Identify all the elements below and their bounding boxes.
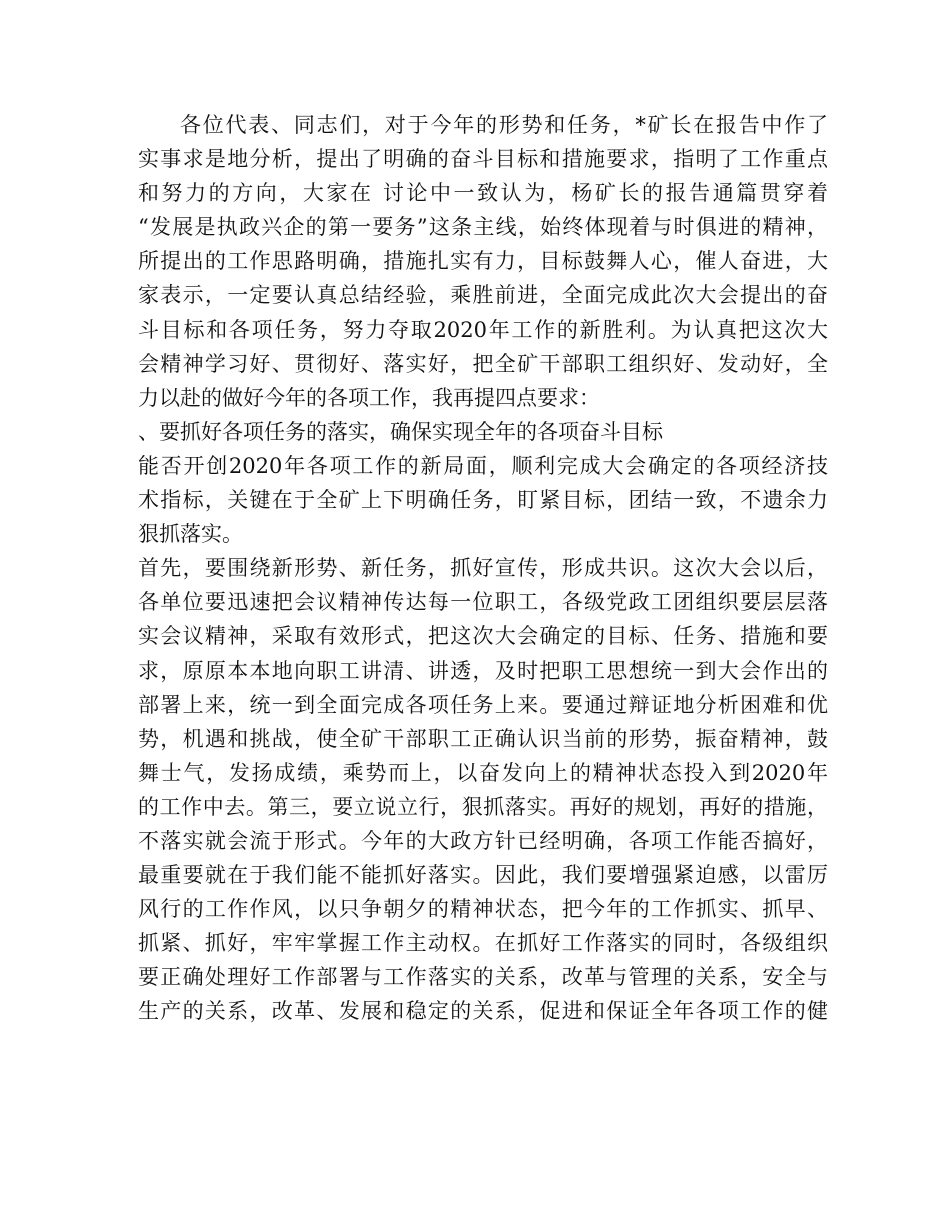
- text-line-2: 实事求是地分析，提出了明确的奋斗目标和措施要求，指明了工作重点: [138, 147, 828, 172]
- text-line-7: 斗目标和各项任务，努力夺取2020年工作的新胜利。为认真把这次大: [138, 317, 828, 342]
- text-line-5: 所提出的工作思路明确，措施扎实有力，目标鼓舞人心，催人奋进，大: [138, 249, 828, 274]
- text-line-25: 抓紧、抓好，牢牢掌握工作主动权。在抓好工作落实的同时，各级组织: [138, 931, 828, 956]
- text-line-17: 求，原原本本地向职工讲清、讲透，及时把职工思想统一到大会作出的: [138, 658, 828, 683]
- body-text: [138, 108, 828, 1029]
- text-line-1: 各位代表、同志们，对于今年的形势和任务，*矿长在报告中作了: [180, 113, 828, 137]
- text-line-15: 各单位要迅速把会议精神传达每一位职工，各级党政工团组织要层层落: [138, 590, 828, 615]
- text-line-16: 实会议精神，采取有效形式，把这次大会确定的目标、任务、措施和要: [138, 624, 828, 649]
- text-line-4: “发展是执政兴企的第一要务”这条主线，始终体现着与时俱进的精神，: [138, 215, 828, 240]
- text-line-12: 术指标，关键在于全矿上下明确任务，盯紧目标，团结一致，不遗余力: [138, 488, 828, 513]
- text-line-18: 部署上来，统一到全面完成各项任务上来。要通过辩证地分析困难和优: [138, 692, 828, 717]
- text-line-27: 生产的关系，改革、发展和稳定的关系，促进和保证全年各项工作的健: [138, 999, 828, 1024]
- text-line-26: 要正确处理好工作部署与工作落实的关系，改革与管理的关系，安全与: [138, 965, 828, 990]
- text-line-20: 舞士气，发扬成绩，乘势而上，以奋发向上的精神状态投入到2020年: [138, 760, 828, 785]
- text-line-23: 最重要就在于我们能不能抓好落实。因此，我们要增强紧迫感，以雷厉: [138, 863, 828, 888]
- text-line-24: 风行的工作作风，以只争朝夕的精神状态，把今年的工作抓实、抓早、: [138, 897, 828, 922]
- text-line-14: 首先，要围绕新形势、新任务，抓好宣传，形成共识。这次大会以后，: [138, 556, 828, 581]
- text-line-6: 家表示，一定要认真总结经验，乘胜前进，全面完成此次大会提出的奋: [138, 283, 828, 308]
- text-line-21: 的工作中去。第三，要立说立行，狠抓落实。再好的规划，再好的措施，: [138, 794, 828, 819]
- text-line-22: 不落实就会流于形式。今年的大政方针已经明确，各项工作能否搞好，: [138, 828, 828, 853]
- text-line-19: 势，机遇和挑战，使全矿干部职工正确认识当前的形势，振奋精神，鼓: [138, 726, 828, 751]
- section-heading-1: 、要抓好各项任务的落实，确保实现全年的各项奋斗目标: [138, 419, 663, 444]
- text-line-8: 会精神学习好、贯彻好、落实好，把全矿干部职工组织好、发动好，全: [138, 351, 828, 376]
- text-line-9: 力以赴的做好今年的各项工作，我再提四点要求：: [138, 385, 600, 410]
- text-line-3: 和努力的方向，大家在 讨论中一致认为，杨矿长的报告通篇贯穿着: [138, 181, 828, 206]
- text-line-13: 狠抓落实。: [138, 522, 243, 547]
- text-line-11: 能否开创2020年各项工作的新局面，顺利完成大会确定的各项经济技: [138, 453, 828, 478]
